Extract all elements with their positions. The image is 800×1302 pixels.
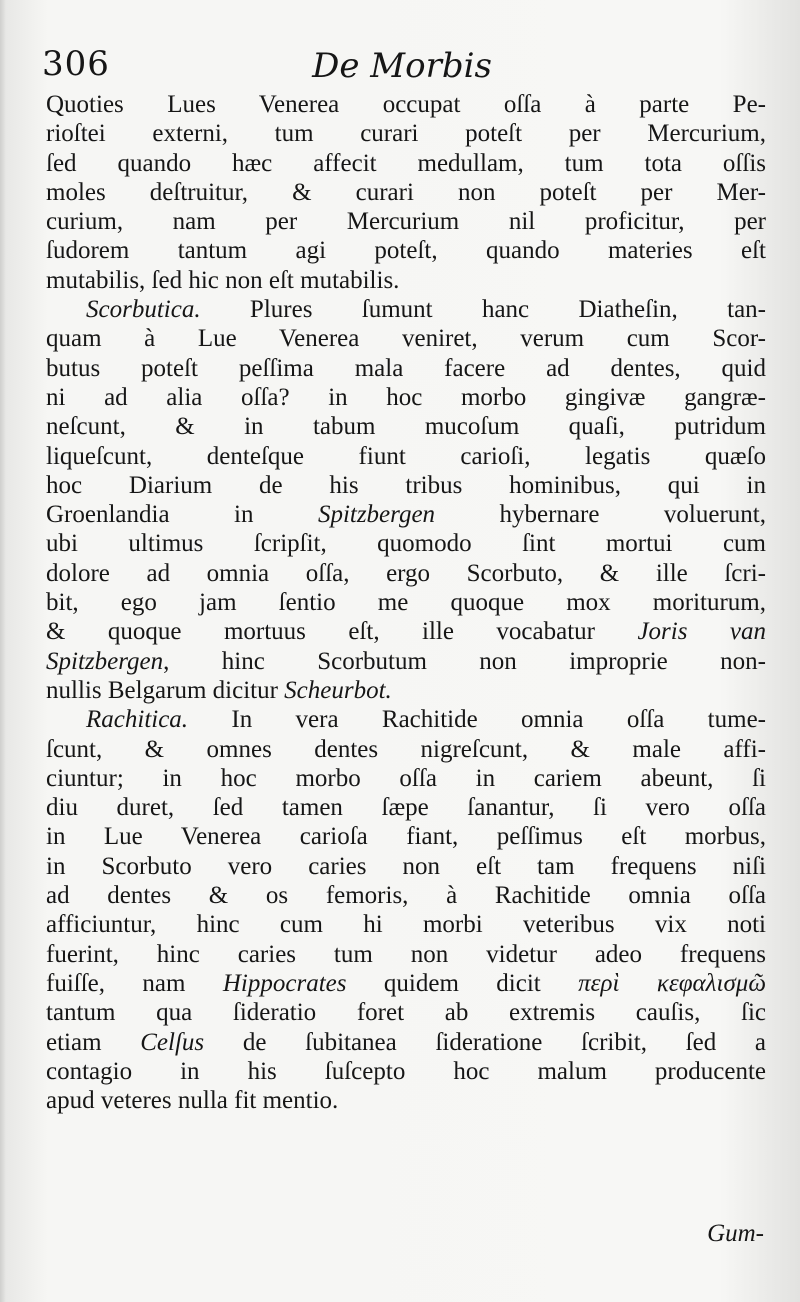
text-line (46, 852, 766, 881)
text-line (46, 822, 766, 851)
text-line (46, 969, 766, 998)
text-line (46, 735, 766, 764)
text-line (46, 412, 766, 441)
text-segment: fuiſſe, nam (46, 969, 223, 997)
text-line (46, 295, 766, 324)
text-segment: curium, nam per Mercurium nil proficitur, per (46, 208, 766, 236)
text-segment: mutabilis, ſed hic non eſt mutabilis. (46, 266, 400, 294)
text-segment: moles deſtruitur, & curari non poteſt per Mer- (46, 178, 766, 206)
text-line (46, 793, 766, 822)
text-line (46, 442, 766, 471)
text-line (46, 90, 766, 119)
body-text (46, 90, 766, 1115)
text-segment: bit, ego jam ſentio me quoque mox moriturum, (46, 589, 766, 617)
text-line (46, 1057, 766, 1086)
text-line (46, 588, 766, 617)
text-segment: Groenlandia in (46, 501, 318, 529)
text-segment: hybernare voluerunt, (435, 501, 766, 529)
text-segment: butus poteſt peſſima mala facere ad dentes, quid (46, 354, 766, 382)
text-segment: liqueſcunt, denteſque fiunt carioſi, legatis quæſo (46, 442, 766, 470)
text-line (46, 1086, 766, 1115)
text-segment: in Lue Venerea carioſa fiant, peſſimus eſt morbus, (46, 823, 766, 851)
italic-text-segment: Rachitica. (86, 706, 189, 734)
text-segment: ſcunt, & omnes dentes nigreſcunt, & male affi- (46, 735, 766, 763)
text-segment: apud veteres nulla fit mentio. (46, 1087, 339, 1115)
italic-text-segment: Joris van (637, 618, 766, 646)
text-line (46, 617, 766, 646)
text-segment: de ſubitanea ſideratione ſcribit, ſed a (204, 1028, 767, 1056)
text-segment: afficiuntur, hinc cum hi morbi veteribus vix noti (46, 911, 766, 939)
text-segment: quidem dicit (346, 969, 579, 997)
text-segment: tantum qua ſideratio foret ab extremis cauſis, ſic (46, 999, 766, 1027)
text-segment: & quoque mortuus eſt, ille vocabatur (46, 618, 638, 646)
italic-text-segment: Hippocrates (222, 969, 347, 997)
text-line (46, 383, 766, 412)
text-segment: neſcunt, & in tabum mucoſum quaſi, putridum (46, 413, 766, 441)
text-segment: Quoties Lues Venerea occupat oſſa à parte Pe- (46, 91, 766, 118)
text-segment: ad dentes & os femoris, à Rachitide omnia oſſa (46, 882, 766, 910)
text-line (46, 529, 766, 558)
text-line (46, 471, 766, 500)
text-line (46, 149, 766, 178)
text-segment: quam à Lue Venerea veniret, verum cum Scor- (46, 325, 766, 353)
text-segment: ſed quando hæc affecit medullam, tum tota oſſis (46, 149, 766, 177)
text-line (46, 500, 766, 529)
text-segment: etiam (46, 1028, 141, 1056)
text-line (46, 354, 766, 383)
text-line (46, 178, 766, 207)
text-line (46, 705, 766, 734)
text-segment: hoc Diarium de his tribus hominibus, qui in (46, 471, 766, 499)
text-line (46, 266, 766, 295)
italic-text-segment: Spitzbergen (317, 501, 436, 529)
text-segment: ubi ultimus ſcripſit, quomodo ſint mortui cum (46, 530, 766, 558)
running-title: De Morbis (312, 46, 492, 86)
text-line (46, 647, 766, 676)
text-line (46, 676, 766, 705)
text-line (46, 1028, 766, 1057)
text-segment: ſudorem tantum agi poteſt, quando materies eſt (46, 237, 766, 265)
text-segment: , hinc Scorbutum non improprie non- (163, 647, 766, 675)
italic-text-segment: Spitzbergen (46, 647, 164, 675)
catchword: Gum- (707, 1220, 764, 1247)
text-line (46, 324, 766, 353)
text-segment: contagio in his ſuſcepto hoc malum producente (46, 1057, 766, 1085)
text-line (46, 207, 766, 236)
text-line (46, 236, 766, 265)
text-line (46, 119, 766, 148)
text-segment: fuerint, hinc caries tum non videtur adeo frequens (46, 940, 766, 968)
text-line (46, 881, 766, 910)
italic-text-segment: Celſus (140, 1028, 205, 1056)
page-number: 306 (42, 44, 110, 84)
text-line (46, 910, 766, 939)
text-line (46, 940, 766, 969)
text-line (46, 764, 766, 793)
text-segment: In vera Rachitide omnia oſſa tume- (188, 706, 766, 734)
text-segment: ni ad alia oſſa? in hoc morbo gingivæ gangræ- (46, 383, 766, 411)
italic-text-segment: περὶ κεφαλισμῶ (578, 969, 766, 997)
italic-text-segment: Scheurbot. (284, 676, 392, 704)
page-gutter-shadow (0, 0, 6, 1302)
text-segment: in Scorbuto vero caries non eſt tam frequens niſi (46, 852, 766, 880)
text-line (46, 998, 766, 1027)
text-segment: diu duret, ſed tamen ſæpe ſanantur, ſi vero oſſa (46, 794, 766, 822)
page-header (42, 44, 762, 94)
italic-text-segment: Scorbutica. (86, 296, 201, 324)
text-segment: nullis Belgarum dicitur (46, 676, 285, 704)
text-line (46, 559, 766, 588)
text-segment: dolore ad omnia oſſa, ergo Scorbuto, & ille ſcri- (46, 559, 766, 587)
text-segment: ciuntur; in hoc morbo oſſa in cariem abeunt, ſi (46, 764, 766, 792)
text-segment: Plures ſumunt hanc Diatheſin, tan- (200, 296, 766, 324)
text-segment: rioſtei externi, tum curari poteſt per Mercurium, (46, 120, 766, 148)
